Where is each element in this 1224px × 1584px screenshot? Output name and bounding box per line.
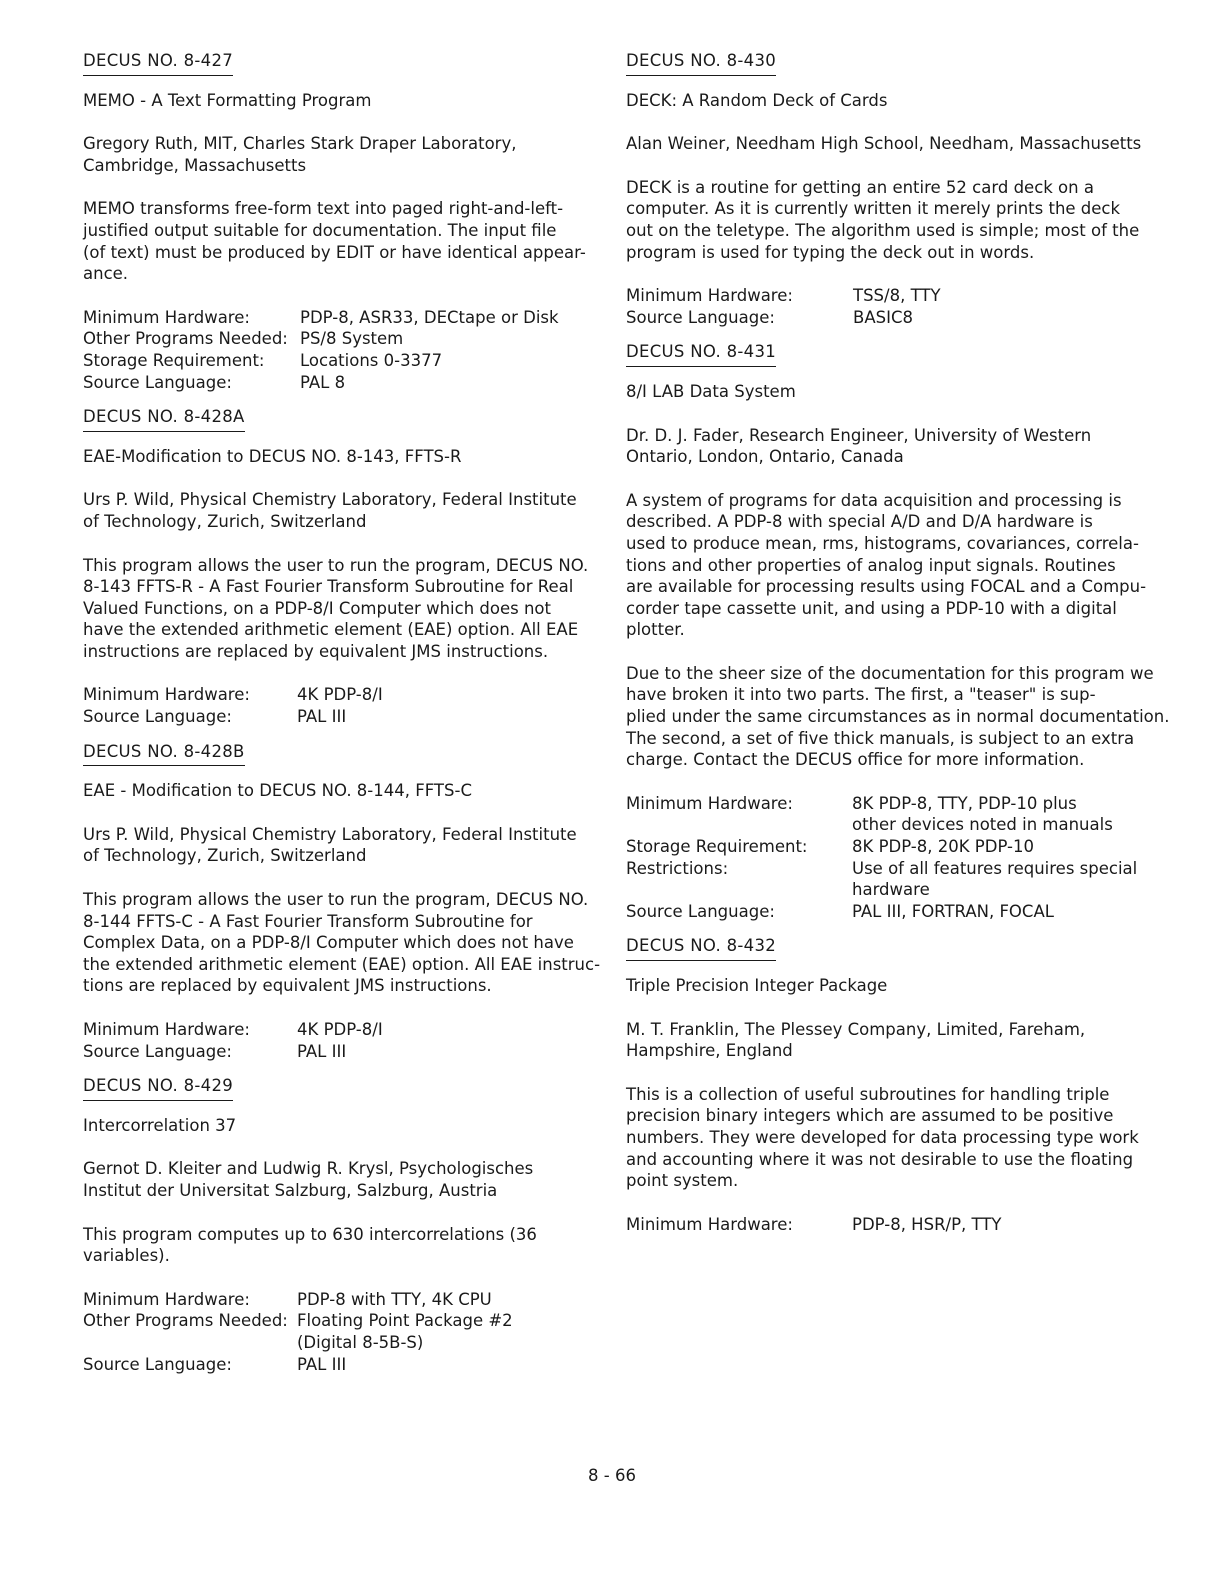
entry-heading: DECUS NO. 8-430: [626, 50, 776, 76]
entry-author: Urs P. Wild, Physical Chemistry Laboratory, Federal Institute of Technology, Zurich, Switzerland: [83, 824, 577, 866]
entry-title: Intercorrelation 37: [83, 1115, 237, 1135]
entry-heading: DECUS NO. 8-431: [626, 341, 776, 367]
spec-value: Locations 0-3377: [300, 350, 443, 370]
spec-label: Source Language:: [83, 1041, 232, 1061]
spec-value: 4K PDP-8/I: [297, 685, 383, 705]
entry-8-429: [83, 1075, 588, 1375]
entry-title: Triple Precision Integer Package: [626, 976, 888, 995]
spec-label: Minimum Hardware:: [626, 1214, 793, 1234]
page-number: 8 - 66: [588, 1466, 636, 1485]
spec-value: 8K PDP-8, TTY, PDP-10 plus other devices noted in manuals: [852, 793, 1113, 835]
spec-table: [83, 1289, 513, 1375]
spec-value: PAL III: [297, 1354, 347, 1374]
spec-value: 8K PDP-8, 20K PDP-10: [852, 837, 1034, 857]
entry-description: This is a collection of useful subroutines for handling triple precision binary integers which are assumed to be positive numbers. They were developed for data processing type work and accounting where it was not desirable to use the floating point system.: [626, 1084, 1139, 1191]
spec-table: [83, 1019, 383, 1062]
entry-title: DECK: A Random Deck of Cards: [626, 90, 888, 110]
entry-description: This program allows the user to run the program, DECUS NO. 8-143 FFTS-R - A Fast Fourier Transform Subroutine for Real Valued Functions, on a PDP-8/I Computer which does not have the extended arithmetic element (EAE) option. All EAE instructions are replaced by equivalent JMS instructions.: [83, 555, 589, 661]
spec-value: Use of all features requires special hardware: [852, 858, 1138, 900]
entry-8-431: [626, 341, 1170, 922]
spec-label: Source Language:: [83, 707, 232, 727]
entry-author: M. T. Franklin, The Plessey Company, Limited, Fareham, Hampshire, England: [626, 1019, 1086, 1061]
entry-description: A system of programs for data acquisition and processing is described. A PDP-8 with special A/D and D/A hardware is used to produce mean, rms, histograms, covariances, correla- tions and other properties of analog input signals. Routines are available for processing results using FOCAL and a Compu- corder tape cassette unit, and using a PDP-10 with a digital plotter.: [626, 490, 1147, 640]
entry-8-428a: [83, 406, 588, 728]
entry-title: MEMO - A Text Formatting Program: [83, 90, 372, 110]
spec-value: PAL III: [297, 707, 347, 727]
entry-heading: DECUS NO. 8-427: [83, 50, 233, 76]
spec-label: Storage Requirement:: [83, 350, 265, 370]
spec-label: Minimum Hardware:: [626, 286, 793, 306]
entry-heading: DECUS NO. 8-428A: [83, 406, 245, 432]
spec-table: [626, 793, 1137, 923]
spec-label: Restrictions:: [626, 858, 729, 878]
spec-label: Minimum Hardware:: [83, 685, 250, 705]
spec-value: PAL III, FORTRAN, FOCAL: [852, 901, 1054, 921]
entry-author: Gernot D. Kleiter and Ludwig R. Krysl, Psychologisches Institut der Universitat Salzburg, Salzburg, Austria: [83, 1159, 534, 1200]
spec-label: Storage Requirement:: [626, 837, 808, 857]
spec-table: [626, 285, 941, 328]
spec-value: PDP-8 with TTY, 4K CPU: [297, 1289, 492, 1309]
spec-label: Source Language:: [626, 307, 775, 327]
entry-8-432: [626, 935, 1151, 1235]
spec-value: PS/8 System: [300, 329, 404, 349]
spec-value: PAL 8: [300, 372, 346, 392]
entry-description: This program allows the user to run the program, DECUS NO. 8-144 FFTS-C - A Fast Fourier Transform Subroutine for Complex Data, on a PDP-8/I Computer which does not have the extended arithmetic element (EAE) option. All EAE instruc- tions are replaced by equivalent JMS instructions.: [83, 890, 601, 996]
spec-value: PDP-8, ASR33, DECtape or Disk: [300, 307, 559, 327]
spec-value: BASIC8: [853, 307, 913, 327]
entry-8-428b: [83, 741, 601, 1063]
spec-label: Minimum Hardware:: [83, 307, 250, 327]
spec-table: [626, 1214, 1001, 1236]
spec-label: Minimum Hardware:: [626, 793, 793, 813]
entry-heading: DECUS NO. 8-432: [626, 935, 776, 961]
entry-title: EAE-Modification to DECUS NO. 8-143, FFTS-R: [83, 446, 462, 466]
spec-table: [83, 307, 559, 393]
spec-value: 4K PDP-8/I: [297, 1020, 383, 1039]
spec-label: Minimum Hardware:: [83, 1020, 250, 1039]
spec-table: [83, 684, 383, 727]
entry-description: DECK is a routine for getting an entire 52 card deck on a computer. As it is currently written it merely prints the deck out on the teletype. The algorithm used is simple; most of the program is used for typing the deck out in words.: [626, 177, 1140, 262]
entry-description: This program computes up to 630 intercorrelations (36 variables).: [83, 1224, 537, 1266]
spec-label: Other Programs Needed:: [83, 329, 288, 349]
spec-label: Other Programs Needed:: [83, 1311, 288, 1331]
entry-author: Urs P. Wild, Physical Chemistry Laboratory, Federal Institute of Technology, Zurich, Switzerland: [83, 490, 577, 531]
spec-value: TSS/8, TTY: [853, 286, 941, 306]
entry-description-note: Due to the sheer size of the documentation for this program we have broken it into two parts. The first, a "teaser" is sup- plied under the same circumstances as in normal documentation. The second, a set of five thick manuals, is subject to an extra charge. Contact the DECUS office for more information.: [626, 663, 1170, 770]
entry-heading: DECUS NO. 8-429: [83, 1075, 233, 1101]
spec-value: PDP-8, HSR/P, TTY: [852, 1214, 1002, 1234]
spec-value: Floating Point Package #2 (Digital 8-5B-S): [297, 1311, 513, 1352]
entry-author: Dr. D. J. Fader, Research Engineer, University of Western Ontario, London, Ontario, Canada: [626, 425, 1092, 467]
entry-8-430: [626, 50, 1151, 328]
spec-label: Source Language:: [83, 372, 232, 392]
entry-heading: DECUS NO. 8-428B: [83, 741, 245, 767]
entry-title: 8/I LAB Data System: [626, 381, 796, 401]
entry-title: EAE - Modification to DECUS NO. 8-144, FFTS-C: [83, 781, 472, 801]
entry-description: MEMO transforms free-form text into paged right-and-left- justified output suitable for documentation. The input file (of text) must be produced by EDIT or have identical appear- ance.: [83, 199, 586, 284]
entry-author: Gregory Ruth, MIT, Charles Stark Draper Laboratory, Cambridge, Massachusetts: [83, 134, 517, 175]
spec-label: Source Language:: [83, 1354, 232, 1374]
entry-author: Alan Weiner, Needham High School, Needham, Massachusetts: [626, 134, 1142, 154]
left-column: [83, 50, 601, 1388]
entry-8-427: [83, 50, 588, 393]
right-column: [626, 50, 1170, 1248]
spec-value: PAL III: [297, 1041, 347, 1061]
spec-label: Minimum Hardware:: [83, 1289, 250, 1309]
spec-label: Source Language:: [626, 901, 775, 921]
